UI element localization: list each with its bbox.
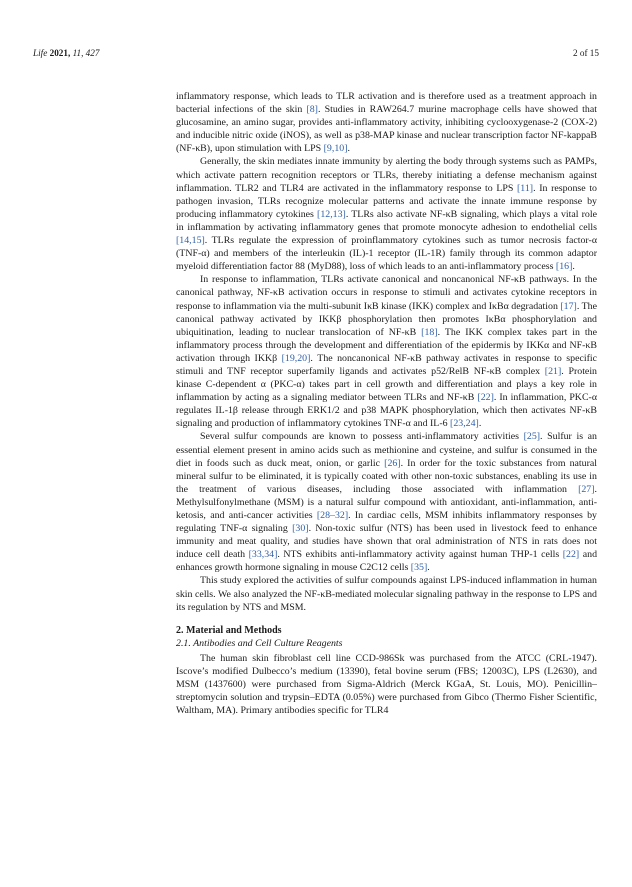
paragraph-text: . In cardiac cells, MSM inhibits inflammatory responses by regulating TNF-α signaling xyxy=(176,510,597,535)
paragraph-text: . xyxy=(347,143,350,155)
paragraph-text: Generally, the skin mediates innate immunity by alerting the body through systems such as PAMPs, which activate pattern recognition receptors or TLRs, thereby initiating a defense mechanism against inflammation. TLR2 and TLR4 are activated in the inflammatory response to LPS xyxy=(176,156,597,194)
paragraph-text: . The canonical pathway activated by IKKβ phosphorylation then promotes IκBα phosphorylation and ubiquitination, leading to nuclear translocation of NF-κB xyxy=(176,300,597,338)
journal-name: Life xyxy=(33,48,48,58)
paragraph-text: . Non-toxic sulfur (NTS) has been used in livestock feed to enhance immunity and meat quality, and studies have shown that oral administration of NTS in rats does not induce cell death xyxy=(176,523,597,561)
citation-link[interactable]: [35] xyxy=(410,562,428,574)
paragraph-text: . Sulfur is an essential element present in amino acids such as methionine and cysteine, and sulfur is consumed in the diet in foods such as duck meat, onion, or garlic xyxy=(176,431,597,469)
paragraph-text: . TLRs also activate NF-κB signaling, which plays a vital role in inflammation by activating inflammatory genes that promote monocyte adhesion to endothelial cells xyxy=(176,208,597,233)
citation-link[interactable]: [14,15] xyxy=(176,235,205,247)
journal-citation xyxy=(33,46,99,60)
paragraph-text: Several sulfur compounds are known to possess anti-inflammatory activities xyxy=(200,431,524,443)
citation-link[interactable]: [25] xyxy=(523,431,541,443)
paragraph-text: inflammatory response, which leads to TLR activation and is therefore used as a treatment approach in bacterial infections of the skin xyxy=(176,91,597,116)
paragraph xyxy=(176,574,597,613)
paragraph-text: . Studies in RAW264.7 murine macrophage cells have showed that glucosamine, an amino sugar, provides anti-inflammatory activity, inhibiting cyclooxygenase-2 (COX-2) and inducible nitric oxide (iNOS), as well as p38-MAP kinase and nuclear transcription factor NF-kappaB (NF-κB), upon stimulation with LPS xyxy=(176,104,597,155)
citation-link[interactable]: [22] xyxy=(477,392,494,404)
paragraph xyxy=(176,273,597,430)
paragraph-text: . xyxy=(478,418,482,430)
citation-link[interactable]: [9,10] xyxy=(323,143,348,155)
paragraph-text: In response to inflammation, TLRs activate canonical and noncanonical NF-κB pathways. In the canonical pathway, NF-κB activation occurs in response to stimuli and activates cytokine receptors in response to inflammation via the multi-subunit IκB kinase (IKK) complex and IκBα degradation xyxy=(176,274,597,312)
paragraph-text: . Methylsulfonylmethane (MSM) is a natural sulfur compound with antioxidant, anti-inflammation, anti-ketosis, and anti-cancer activities xyxy=(176,483,597,521)
citation-link[interactable]: [12,13] xyxy=(317,208,346,220)
article-body xyxy=(176,90,597,717)
citation-link[interactable]: [21] xyxy=(544,365,562,377)
paragraph xyxy=(176,430,597,574)
paragraph-text: . The IKK complex takes part in the inflammatory process through the development and differentiation of the epidermis by IKKα and NF-κB activation through IKKβ xyxy=(176,326,597,364)
paragraph xyxy=(176,652,597,717)
paragraph-text: and enhances growth hormone signaling in mouse C2C12 cells xyxy=(176,549,598,574)
citation-link[interactable]: [33,34] xyxy=(248,549,278,561)
paragraph-text: . In response to pathogen invasion, TLRs recognize molecular patterns and activate the innate immune response by producing inflammatory cytokines xyxy=(176,182,597,220)
paragraph-text: This study explored the activities of sulfur compounds against LPS-induced inflammation in human skin cells. We also analyzed the NF-κB-mediated molecular signaling pathway in the response to LPS and its regulation by NTS and MSM. xyxy=(176,575,597,613)
page-number: 2 of 15 xyxy=(572,48,599,58)
introduction-text xyxy=(176,90,597,614)
citation-link[interactable]: [27] xyxy=(578,483,595,495)
paragraph-text: . Protein kinase C-dependent α (PKC-α) takes part in cell growth and differentiation and plays a key role in inflammation by acting as a signaling mediator between TLRs and NF-κB xyxy=(176,365,597,404)
article-number: 427 xyxy=(85,48,100,58)
page-header xyxy=(33,46,599,60)
citation-link[interactable]: [8] xyxy=(306,104,318,116)
paragraph-text: . xyxy=(427,562,430,574)
citation-link[interactable]: [30] xyxy=(292,523,309,535)
paragraph-text: . In inflammation, PKC-α regulates IL-1β release through ERK1/2 and p38 MAPK phosphorylation, which then activates NF-κB signaling and production of inflammatory cytokines TNF-α and IL-6 xyxy=(176,392,597,430)
citation-link[interactable]: [26] xyxy=(384,457,401,469)
citation-link[interactable]: [28–32] xyxy=(316,510,349,521)
paragraph-text: . The noncanonical NF-κB pathway activates in response to specific stimuli and TNF receptor superfamily ligands and activates p52/RelB NF-κB complex xyxy=(176,352,598,377)
paragraph xyxy=(176,155,597,273)
paragraph-text: . xyxy=(572,261,575,273)
paragraph-text: . In order for the toxic substances from natural mineral sulfur to be eliminated, it is typically coated with other non-toxic substances, enabling its use in the treatment of various diseases, including those associated with inflammation xyxy=(176,457,597,495)
citation-link[interactable]: [23,24] xyxy=(450,418,479,430)
journal-volume: 11, xyxy=(72,48,84,58)
paragraph xyxy=(176,90,597,155)
citation-link[interactable]: [22] xyxy=(562,549,580,561)
citation-link[interactable]: [17] xyxy=(560,300,577,312)
journal-year: 2021, xyxy=(49,48,71,58)
citation-link[interactable]: [16] xyxy=(555,261,573,273)
citation-link[interactable]: [18] xyxy=(421,326,438,338)
paragraph-text: . TLRs regulate the expression of proinflammatory cytokines such as tumor necrosis factor-α (TNF-α) and members of the interleukin (IL)-1 receptor (IL-1R) family through its common adaptor myeloid differentiation factor 88 (MyD88), loss of which leads to an anti-inflammatory process xyxy=(176,235,597,273)
citation-link[interactable]: [11] xyxy=(517,182,534,194)
section-title: 2. Material and Methods xyxy=(176,624,282,636)
subsection-title: 2.1. Antibodies and Cell Culture Reagents xyxy=(176,637,343,649)
paragraph-text: The human skin fibroblast cell line CCD-986Sk was purchased from the ATCC (CRL-1947). Iscove’s modified Dulbecco’s medium (13390), fetal bovine serum (FBS; 12003C), LPS (L2630), and MSM (1437600) were purchased from Sigma-Aldrich (Merck KGaA, St. Louis, MO). Penicillin–streptomycin solution and trypsin–EDTA (0.05%) were purchased from Gibco (Thermo Fisher Scientific, Waltham, MA). Primary antibodies specific for TLR4 xyxy=(176,652,597,717)
citation-link[interactable]: [19,20] xyxy=(281,352,311,364)
paragraph-text: . NTS exhibits anti-inflammatory activity against human THP-1 cells xyxy=(277,549,563,561)
methods-text xyxy=(176,652,597,717)
